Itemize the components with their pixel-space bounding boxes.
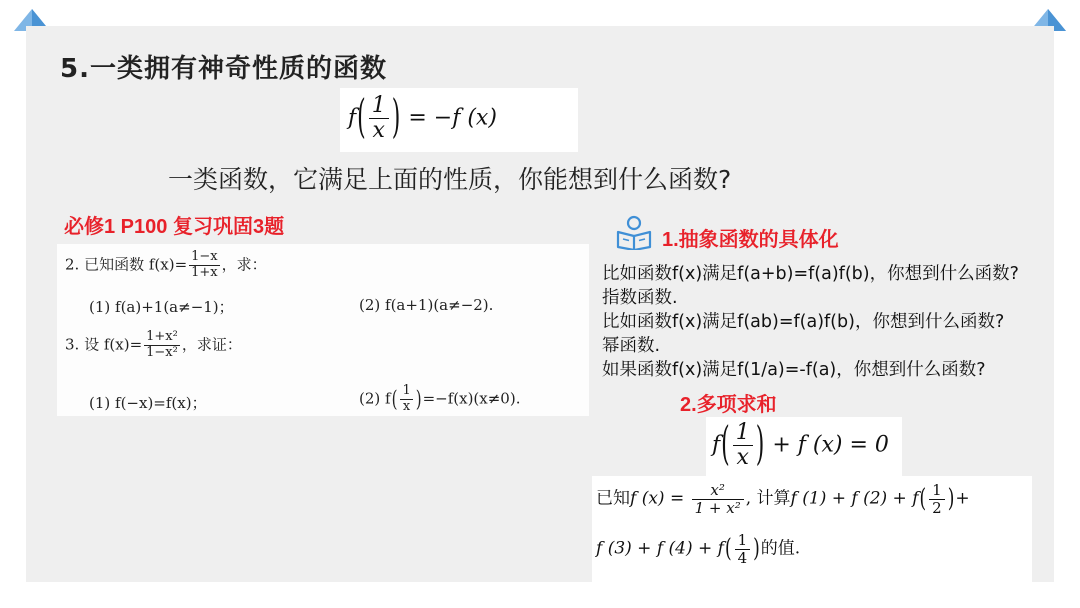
q2-part2: (2) f(a+1)(a≠−2). — [359, 296, 494, 314]
question-text: 一类函数，它满足上面的性质，你能想到什么函数? — [168, 165, 732, 194]
section2-formula: f( $\frac{1}{x}$ ) + f (x) = 0 — [706, 417, 902, 477]
reader-icon — [614, 214, 654, 250]
formula-function: f — [348, 105, 357, 131]
top-formula: f( $\frac{1}{x}$ ) = −f (x) — [340, 88, 578, 152]
section1-heading: 1.抽象函数的具体化 — [662, 229, 839, 251]
sum-problem-line2: f (3) + f (4) + f( $\frac{1}{4}$ )的值. — [596, 531, 801, 567]
q3-line: 3. 设 f(x)= $\frac{\text{1+x²}}{\text{1−x²}}$ ，求证： — [65, 329, 242, 360]
section2-heading: 2.多项求和 — [680, 394, 777, 416]
section1-line: 如果函数f(x)满足f(1/a)=-f(a)，你想到什么函数? — [602, 360, 986, 380]
q2-part1: (1) f(a)+1(a≠−1)； — [89, 298, 234, 316]
section1-line: 比如函数f(x)满足f(ab)=f(a)f(b)，你想到什么函数? — [602, 312, 1005, 332]
section1-line: 指数函数. — [602, 288, 678, 308]
q3-part1: (1) f(−x)=f(x)； — [89, 394, 207, 412]
textbook-reference-label: 必修1 P100 复习巩固3题 — [64, 216, 285, 238]
section1-line: 幂函数. — [602, 336, 661, 356]
textbook-excerpt — [57, 244, 589, 416]
section1-line: 比如函数f(x)满足f(a+b)=f(a)f(b)，你想到什么函数? — [602, 264, 1019, 284]
section1-lines — [602, 262, 1019, 382]
sum-problem-line1: 已知f (x) = $\frac{\text{x²}}{\text{1 + x²}}$ , 计算f (1) + f (2) + f( $\frac{1}{2}$ )+ — [596, 481, 970, 517]
q3-part2: (2) f( $\frac{1}{x}$ )=−f(x)(x≠0). — [359, 383, 521, 414]
q2-line: 2. 已知函数 f(x)= $\frac{1-x}{1+x}$ ，求： — [65, 249, 267, 280]
formula-rhs: = −f (x) — [408, 105, 497, 131]
formula-fraction: $\frac{1}{x}$ — [369, 94, 389, 143]
sum-problem — [592, 476, 1032, 582]
slide-title: 5.一类拥有神奇性质的函数 — [60, 54, 387, 84]
